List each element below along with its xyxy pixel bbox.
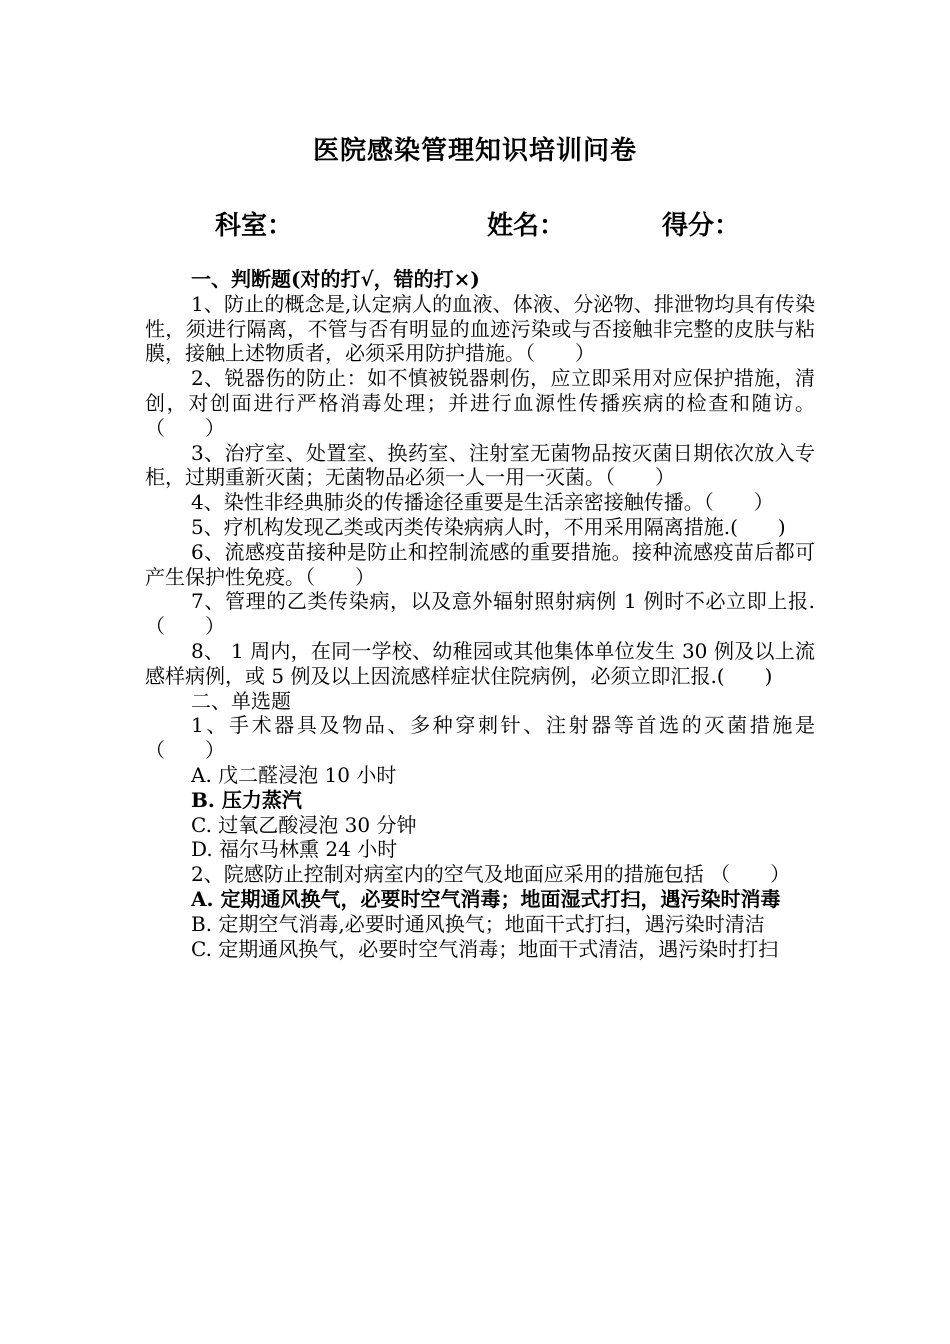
tf-question-2: 2、锐器伤的防止：如不慎被锐器刺伤，应立即采用对应保护措施，清创，对创面进行严格消毒处理；并进行血源性传播疾病的检查和随访。（ ）: [145, 366, 815, 440]
header-fields: [0, 205, 950, 245]
mc-question-2-option-c: C. 定期通风换气，必要时空气消毒；地面干式清洁，遇污染时打扫: [191, 936, 779, 961]
mc-question-2-option-b: B. 定期空气消毒,必要时通风换气；地面干式打扫，遇污染时清洁: [191, 911, 765, 936]
tf-question-1: 1、防止的概念是,认定病人的血液、体液、分泌物、排泄物均具有传染性，须进行隔离，不管与否有明显的血迹污染或与否接触非完整的皮肤与粘膜，接触上述物质者，必须采用防护措施。（ ）: [145, 291, 815, 366]
mc-question-1-stem: 1、手术器具及物品、多种穿刺针、注射器等首选的灭菌措施是 （ ）: [145, 713, 815, 763]
mc-question-1-option-d: D. 福尔马林熏 24 小时: [191, 837, 398, 862]
name-label: 姓名：: [487, 211, 566, 241]
mc-question-2-option-a: A. 定期通风换气，必要时空气消毒；地面湿式打扫，遇污染时消毒: [191, 886, 781, 911]
tf-question-4: 4、染性非经典肺炎的传播途径重要是生活亲密接触传播。（ ）: [191, 490, 774, 515]
section1-heading: 一、判断题(对的打√，错的打×): [191, 267, 480, 291]
tf-question-8: 8、 1 周内，在同一学校、幼稚园或其他集体单位发生 30 例及以上流感样病例，或 5 例及以上因流感样症状住院病例，必须立即汇报.( ): [145, 638, 815, 688]
tf-question-5: 5、疗机构发现乙类或丙类传染病病人时，不用采用隔离措施.( ): [191, 514, 786, 539]
department-label: 科室：: [215, 211, 294, 241]
mc-question-2-stem: 2、院感防止控制对病室内的空气及地面应采用的措施包括 （ ）: [191, 862, 791, 887]
tf-question-3: 3、治疗室、处置室、换药室、注射室无菌物品按灭菌日期依次放入专柜，过期重新灭菌；无菌物品必须一人一用一灭菌。（ ）: [145, 440, 815, 490]
tf-question-7: 7、管理的乙类传染病，以及意外辐射照射病例 1 例时不必立即上报.（ ）: [145, 589, 815, 639]
mc-question-1-option-b: B. 压力蒸汽: [191, 787, 302, 812]
tf-question-6: 6、流感疫苗接种是防止和控制流感的重要措施。接种流感疫苗后都可产生保护性免疫。（ ）: [145, 539, 815, 589]
score-label: 得分：: [662, 211, 741, 241]
section2-heading: 二、单选题: [191, 688, 291, 713]
document-title: 医院感染管理知识培训问卷: [312, 136, 637, 166]
mc-question-1-option-c: C. 过氧乙酸浸泡 30 分钟: [191, 812, 417, 837]
question-content: [145, 267, 815, 961]
mc-question-1-option-a: A. 戊二醛浸泡 10 小时: [191, 762, 397, 787]
